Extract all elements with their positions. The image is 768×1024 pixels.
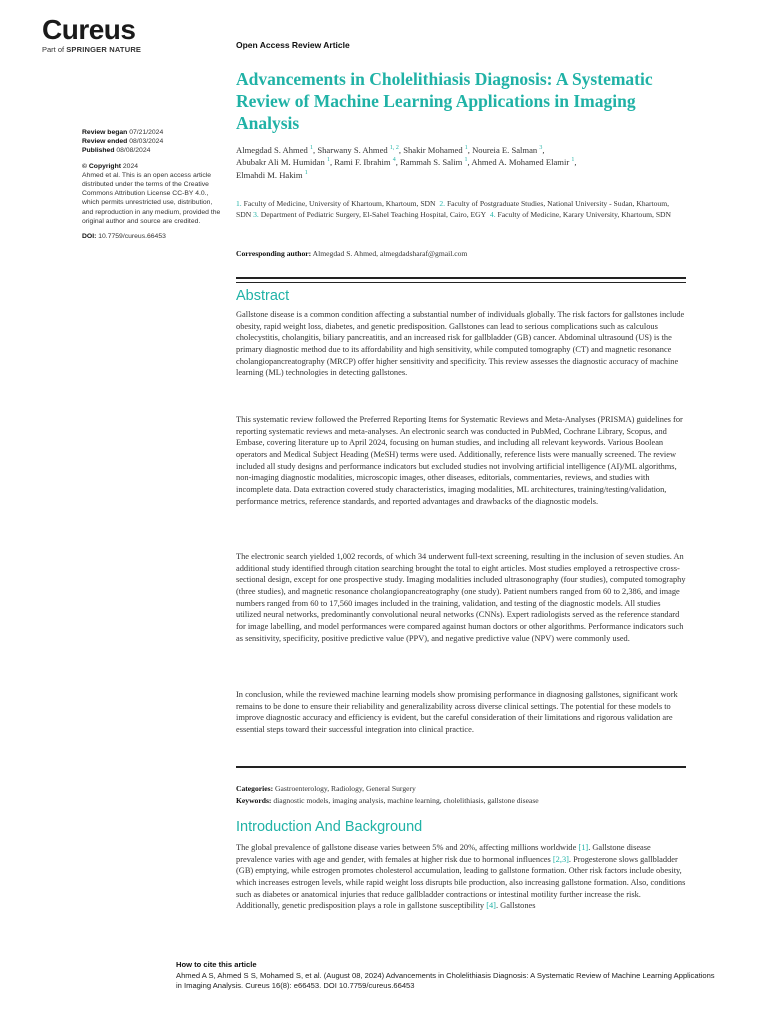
article-title: Advancements in Cholelithiasis Diagnosis: A Systematic Review of Machine Learning Applications in Imaging Analysis <box>236 69 653 133</box>
how-to-cite-heading: How to cite this article <box>176 960 257 969</box>
logo-wordmark: Cureus <box>42 14 136 45</box>
author-name[interactable]: Shakir Mohamed <box>403 145 463 155</box>
categories: Categories: Gastroenterology, Radiology, General Surgery <box>236 784 416 793</box>
article-type-label: Open Access Review Article <box>236 40 350 50</box>
citation-text: Ahmed A S, Ahmed S S, Mohamed S, et al. (August 08, 2024) Advancements in Cholelithiasis Diagnosis: A Systematic Review of Machine Learning Applications in Imaging Analysis. Cureus 16(8): e66453. DOI 10.7759/cureus.66453 <box>176 970 715 991</box>
abstract-paragraph: In conclusion, while the reviewed machine learning models show promising performance in diagnosing gallstones, significant work remains to be done to ensure their reliability and generalizability across diverse clinical settings. The potential for these models to improve diagnostic accuracy and efficiency is evident, but the careful consideration of their limitations and rigorous validation are essential steps toward their successful integration into clinical practice. <box>236 690 678 734</box>
categories-keywords <box>236 783 686 806</box>
logo-subtitle: Part of SPRINGER NATURE <box>42 45 142 54</box>
corresponding-email[interactable]: Almegdad S. Ahmed, almegdadsharaf@gmail.com <box>312 249 468 258</box>
license-text: Ahmed et al. This is an open access article distributed under the terms of the Creative Commons Attribution License CC-BY 4.0., which permits unrestricted use, distribution, and reproduction in any medium, provided the original author and source are credited. <box>82 171 221 225</box>
copyright: © Copyright 2024 <box>82 162 139 170</box>
author-name[interactable]: Almegdad S. Ahmed <box>236 145 308 155</box>
author-name[interactable]: Rami F. Ibrahim <box>334 157 391 168</box>
cureus-logo[interactable] <box>42 16 162 54</box>
intro-paragraph: The global prevalence of gallstone disease varies between 5% and 20%, affecting millions worldwide [1]. Gallstone disease prevalence varies with age and gender, with females at higher risk due to hormonal influences [2,3]. Progesterone slows gallbladder (GB) emptying, while estrogen promotes cholesterol accumulation, leading to gallstone formation. Other risk factors include obesity, which increases estrogen levels, while rapid weight loss disrupts bile production, also increasing gallstone formation. Also, conditions such as diabetes or anatomical injuries that reduce gallbladder contractions or intestinal motility further increase the risk. Additionally, genetic predisposition plays a role in gallstone susceptibility [4]. Gallstones <box>236 843 686 911</box>
author-list: Almegdad S. Ahmed $^1$, Sharwany S. Ahmed $^{1, 2}$, Shakir Mohamed $^1$, Noureia E. Salman $^3$, Abubakr Ali M. Humidan $^1$, Rami F. Ibrahim $^4$, Rammah S. Salim $^1$, Ahmed A. Mohamed Elamir $^1$, Elmahdi M. Hakim $^1$ <box>236 145 577 180</box>
how-to-cite <box>176 960 716 992</box>
abstract-heading: Abstract <box>236 288 290 304</box>
author-name[interactable]: Rammah S. Salim <box>400 157 463 168</box>
abstract-top-rule-thin <box>236 282 686 283</box>
author-name[interactable]: Sharwany S. Ahmed <box>317 145 388 155</box>
abstract-paragraph: This systematic review followed the Preferred Reporting Items for Systematic Reviews and Meta-Analyses (PRISMA) guidelines for reporting systematic reviews and meta-analyses. An electronic search was conducted in PubMed, Cochrane Library, Scopus, and Embase, covering literature up to April 2024, focusing on human studies, and including all relevant keywords. Various Boolean operators and Medical Subject Heading (MeSH) terms were used. Additionally, reference lists were manually screened. The review included all study designs and performance indicators but excluded studies not involving artificial intelligence (AI)/ML algorithms, non-imaging diagnostic modalities, microscopic images, other diseases, editorials, commentaries, reviews, and studies with incomplete data. Data extraction covered study characteristics, imaging modalities, ML architectures, training/testing/validation, performance metrics, reference standards, and reported advantages and drawbacks of the diagnostic models. <box>236 415 683 506</box>
review-ended: Review ended 08/03/2024 <box>82 138 164 146</box>
corresponding-author: Corresponding author: Almegdad S. Ahmed, almegdadsharaf@gmail.com <box>236 249 468 258</box>
affiliations: 1. Faculty of Medicine, University of Khartoum, Khartoum, SDN 2. Faculty of Postgraduate Studies, National University - Sudan, Khartoum, SDN 3. Department of Pediatric Surgery, El-Sahel Teaching Hospital, Cairo, EGY 4. Faculty of Medicine, Karary University, Khartoum, SDN <box>236 199 672 220</box>
abstract-top-rule <box>236 277 686 279</box>
review-began: Review began 07/21/2024 <box>82 129 164 136</box>
article-dates-sidebar <box>82 128 222 241</box>
abstract-paragraph: The electronic search yielded 1,002 records, of which 34 underwent full-text screening, resulting in the inclusion of seven studies. An additional study identified through citation searching brought the total to eight articles. Most studies employed a retrospective cross-sectional design, except for one prospective study. Imaging modalities included ultrasonography (four studies), computed tomography (three studies), and magnetic resonance cholangiopancreatography (one study). Patient numbers ranged from 60 to 2,386, and image numbers ranged from 60 to 17,560 images included in the training, validation, and testing of the diagnostic models. All studies utilized neural networks, predominantly convolutional neural networks (CNNs). Expert radiologists served as the reference standard for image labelling, and model performances were compared against human doctors or other algorithms. Performance indicators such as sensitivity, specificity, positive predictive value (PPV), and negative predictive value (NPV) were commonly used. <box>236 552 686 643</box>
author-name[interactable]: Elmahdi M. Hakim <box>236 169 303 180</box>
intro-heading: Introduction And Background <box>236 819 423 835</box>
abstract-bottom-rule <box>236 766 686 768</box>
author-name[interactable]: Ahmed A. Mohamed Elamir <box>471 157 570 168</box>
citation-link[interactable]: [2,3] <box>552 854 569 864</box>
author-name[interactable]: Abubakr Ali M. Humidan <box>236 157 325 168</box>
citation-link[interactable]: [4] <box>486 901 496 911</box>
published-date: Published 08/08/2024 <box>82 147 151 155</box>
keywords: Keywords: diagnostic models, imaging analysis, machine learning, cholelithiasis, gallstone disease <box>236 795 539 805</box>
doi[interactable]: DOI: 10.7759/cureus.66453 <box>82 233 166 241</box>
author-name[interactable]: Noureia E. Salman <box>472 145 538 155</box>
abstract-paragraph: Gallstone disease is a common condition affecting a substantial number of individuals globally. The risk factors for gallstones include obesity, rapid weight loss, diabetes, and genetic predisposition. Gallstones can lead to serious complications such as calculous cholecystitis, cholangitis, biliary pancreatitis, and an increased risk for gallbladder (GB) cancer. Abdominal ultrasound (US) is the primary diagnostic method due to its affordability and high sensitivity, while computed tomography (CT) and magnetic resonance cholangiopancreatography (MRCP) offer higher sensitivity and specificity. This review assesses the diagnostic accuracy of machine learning (ML) technologies in detecting gallstones. <box>236 310 685 378</box>
citation-link[interactable]: [1] <box>578 843 589 852</box>
